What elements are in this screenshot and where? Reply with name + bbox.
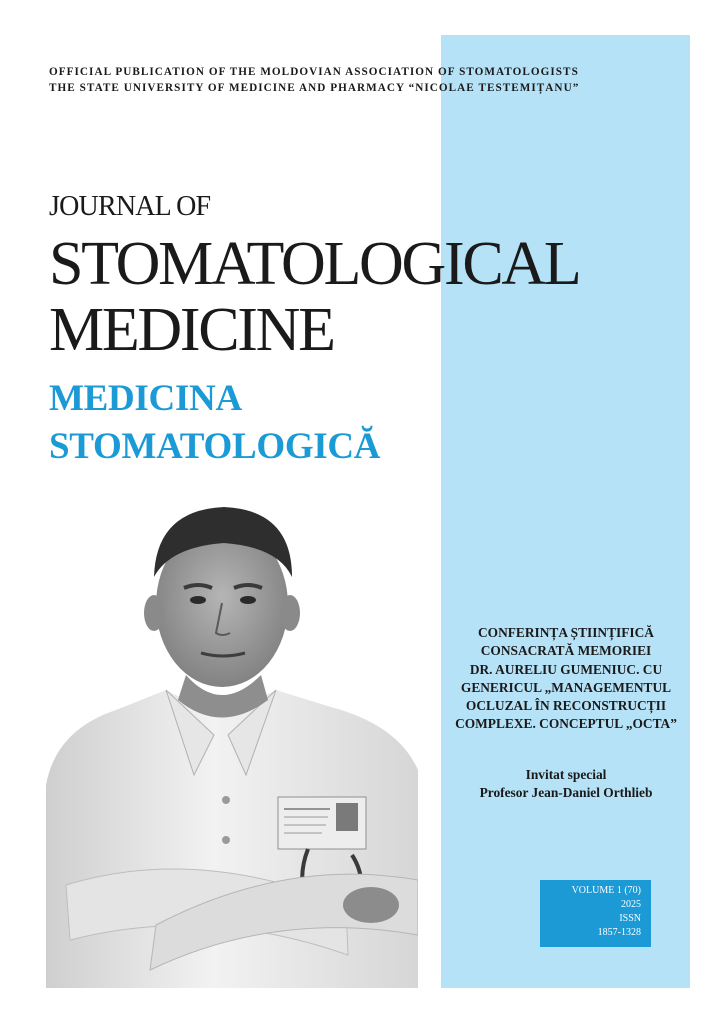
issn-number: 1857-1328	[597, 927, 641, 938]
issn-label: ISSN	[619, 913, 641, 924]
title-romanian-line-1: MEDICINA	[49, 378, 242, 419]
portrait-photo	[46, 485, 418, 988]
guest-name: Profesor Jean-Daniel Orthlieb	[479, 785, 653, 801]
special-guest	[436, 766, 696, 803]
conference-info	[436, 624, 696, 734]
blue-side-band	[441, 35, 690, 988]
conference-line: OCLUZAL ÎN RECONSTRUCȚII	[465, 698, 667, 714]
conference-line: GENERICUL „MANAGEMENTUL	[460, 679, 672, 695]
guest-label: Invitat special	[525, 767, 607, 782]
publisher-line-2: THE STATE UNIVERSITY OF MEDICINE AND PHARMACY “NICOLAE TESTEMIȚANU”	[49, 82, 580, 94]
conference-line: CONSACRATĂ MEMORIEI	[480, 643, 652, 659]
volume-number: VOLUME 1 (70)	[571, 885, 641, 896]
volume-box	[540, 880, 651, 947]
title-journal-of: JOURNAL OF	[49, 191, 211, 222]
conference-line: COMPLEXE. CONCEPTUL „OCTA”	[455, 716, 677, 732]
title-stomatological: STOMATOLOGICAL	[49, 230, 580, 298]
conference-line: CONFERINȚA ȘTIINȚIFICĂ	[478, 625, 654, 640]
title-romanian-line-2: STOMATOLOGICĂ	[49, 426, 381, 467]
volume-year: 2025	[621, 899, 641, 910]
conference-line: DR. AURELIU GUMENIUC. CU	[469, 661, 663, 677]
publisher-line-1: OFFICIAL PUBLICATION OF THE MOLDOVIAN ASSOCIATION OF STOMATOLOGISTS	[49, 66, 579, 78]
title-medicine: MEDICINE	[49, 296, 334, 364]
